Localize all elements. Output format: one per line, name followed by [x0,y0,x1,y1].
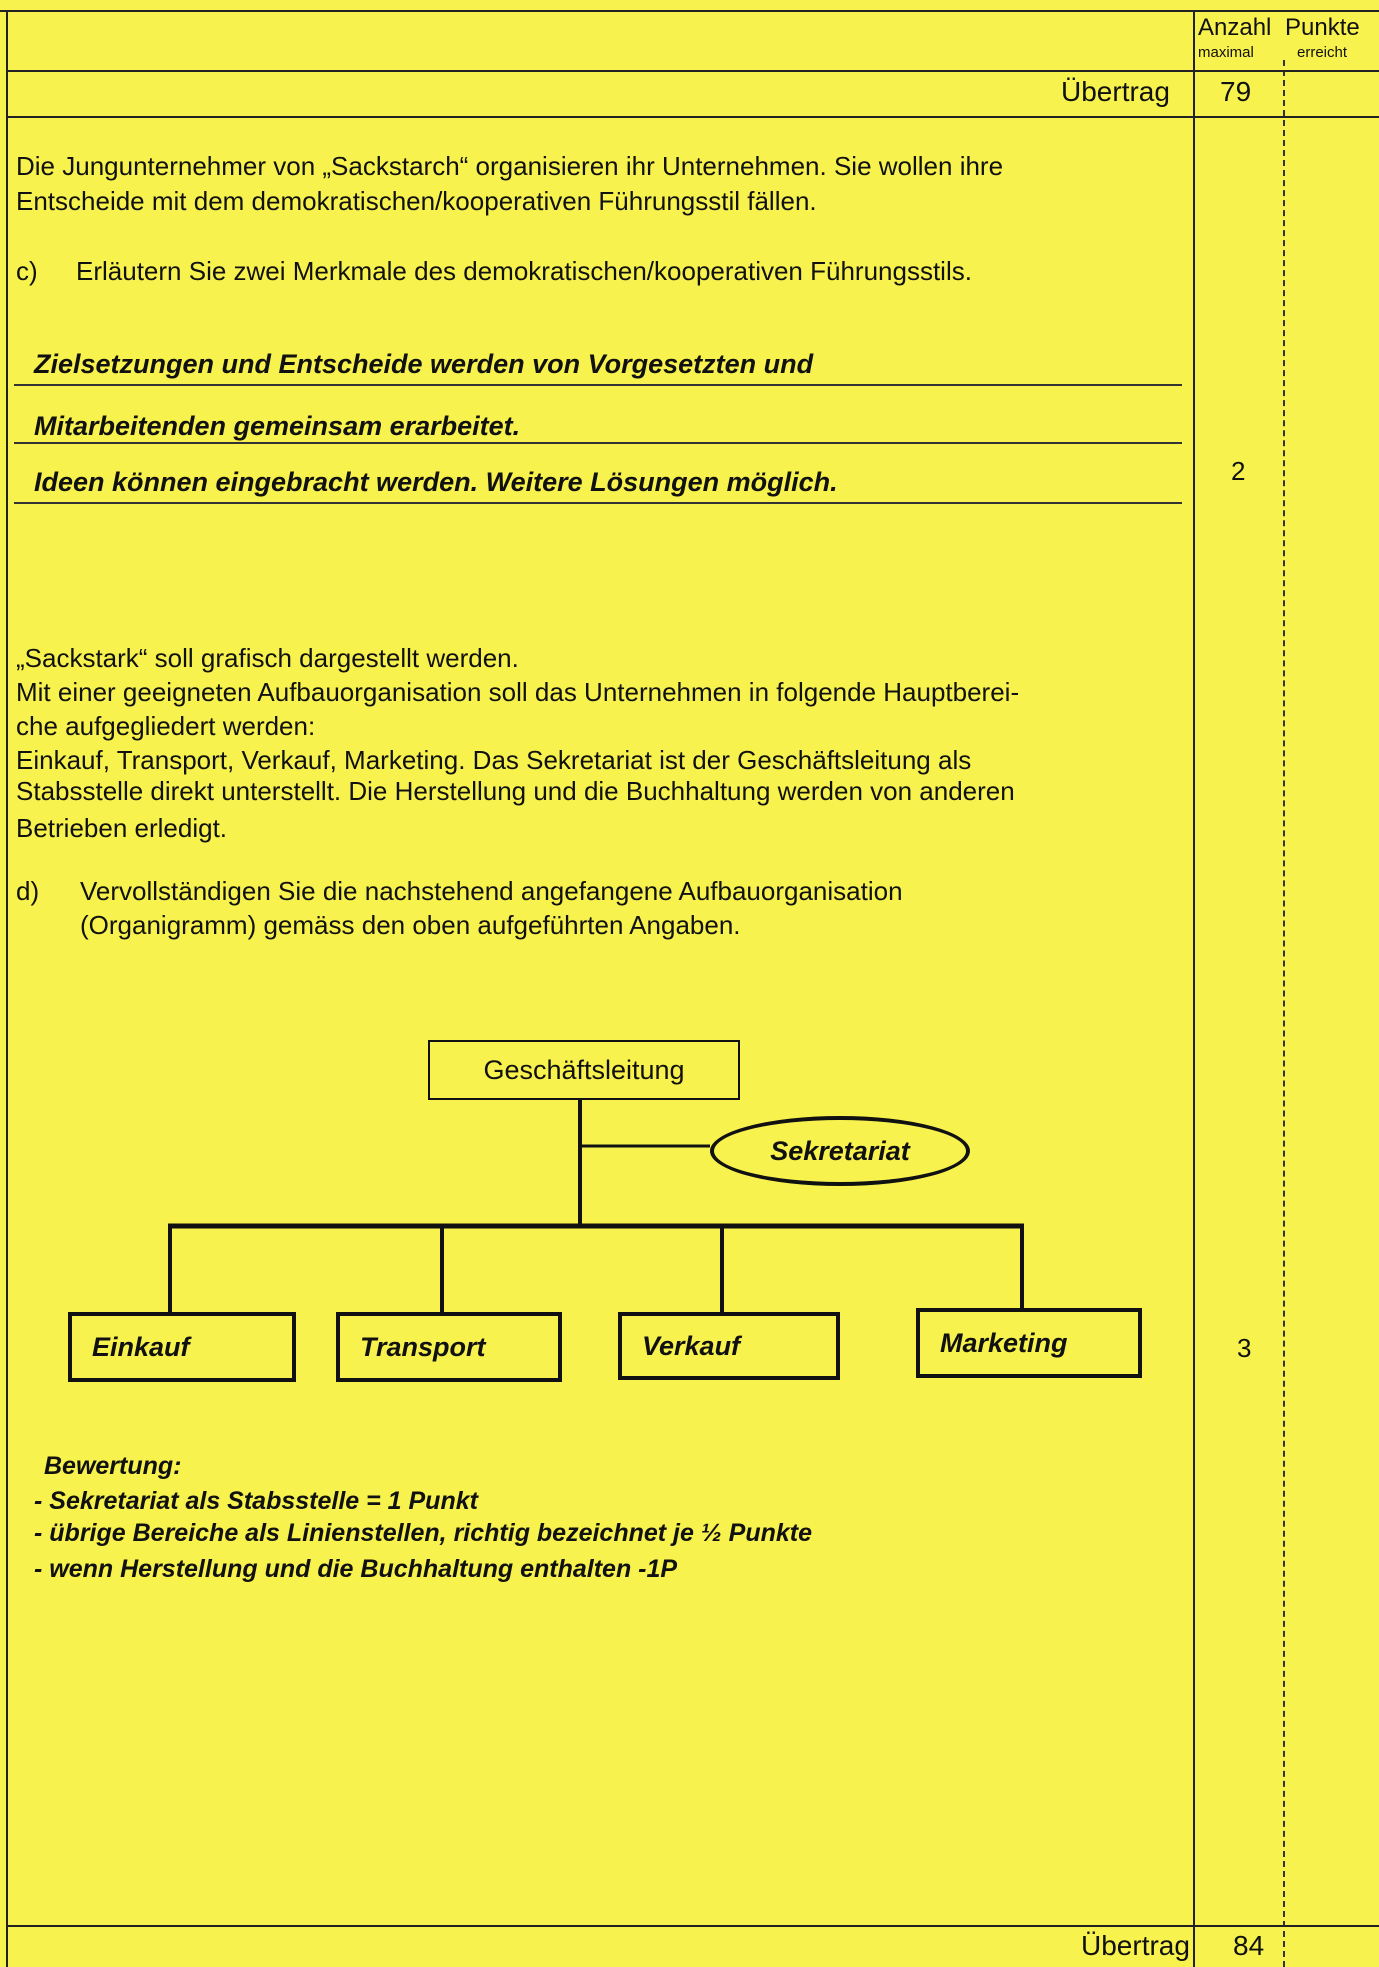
bewertung-item-3: - wenn Herstellung und die Buchhaltung enthalten -1P [34,1555,678,1583]
bewertung-item-2: - übrige Bereiche als Linienstellen, richtig bezeichnet je ½ Punkte [34,1519,812,1547]
org-node-einkauf-label: Einkauf [92,1331,190,1362]
bottom-carry-label: Übertrag [1081,1930,1190,1961]
top-carry-value: 79 [1220,76,1252,107]
question-d-points: 3 [1237,1333,1252,1363]
org-node-geschaeftsleitung-label: Geschäftsleitung [483,1054,685,1085]
org-node-einkauf [68,1312,296,1382]
context-d-line-3: che aufgegliedert werden: [16,711,316,741]
answer-c-points: 2 [1231,456,1246,486]
context-d-line-5: Stabsstelle direkt unterstellt. Die Herstellung und die Buchhaltung werden von anderen [16,776,1015,806]
question-c-letter: c) [16,256,38,286]
intro-line-2: Entscheide mit dem demokratischen/kooperativen Führungsstil fällen. [16,186,817,216]
answer-c-line-3: Ideen können eingebracht werden. Weitere Lösungen möglich. [34,467,838,497]
context-d-line-4: Einkauf, Transport, Verkauf, Marketing. Das Sekretariat ist der Geschäftsleitung als [16,745,972,775]
bewertung-item-1: - Sekretariat als Stabsstelle = 1 Punkt [34,1487,478,1515]
org-node-marketing [916,1308,1142,1378]
org-node-marketing-label: Marketing [940,1327,1068,1358]
org-node-sekretariat [710,1116,970,1186]
context-d-line-2: Mit einer geeigneten Aufbauorganisation soll das Unternehmen in folgende Hauptberei- [16,677,1020,707]
org-node-geschaeftsleitung [428,1040,740,1100]
question-d-letter: d) [16,876,40,906]
question-d-line-1: Vervollständigen Sie die nachstehend angefangene Aufbauorganisation [80,876,903,906]
bewertung-title: Bewertung: [44,1452,182,1480]
intro-line-1: Die Jungunternehmer von „Sackstarch“ organisieren ihr Unternehmen. Sie wollen ihre [16,151,1004,181]
context-d-line-6: Betrieben erledigt. [16,813,228,843]
org-node-sekretariat-label: Sekretariat [770,1135,910,1166]
header-erreicht: erreicht [1297,44,1348,61]
top-carry-label: Übertrag [1061,76,1170,107]
header-punkte: Punkte [1285,14,1360,41]
context-d-line-1: „Sackstark“ soll grafisch dargestellt werden. [16,643,519,673]
bottom-carry-value: 84 [1233,1930,1265,1961]
header-maximal: maximal [1198,44,1254,61]
question-c-text: Erläutern Sie zwei Merkmale des demokratischen/kooperativen Führungsstils. [76,256,972,286]
answer-c-line-1: Zielsetzungen und Entscheide werden von Vorgesetzten und [34,349,814,379]
answer-c-line-2: Mitarbeitenden gemeinsam erarbeitet. [34,411,521,441]
question-d-line-2: (Organigramm) gemäss den oben aufgeführten Angaben. [80,910,741,940]
org-node-transport [336,1312,562,1382]
org-node-verkauf-label: Verkauf [642,1330,741,1361]
header-anzahl: Anzahl [1198,14,1272,41]
org-node-transport-label: Transport [360,1331,486,1362]
org-node-verkauf [618,1312,840,1380]
